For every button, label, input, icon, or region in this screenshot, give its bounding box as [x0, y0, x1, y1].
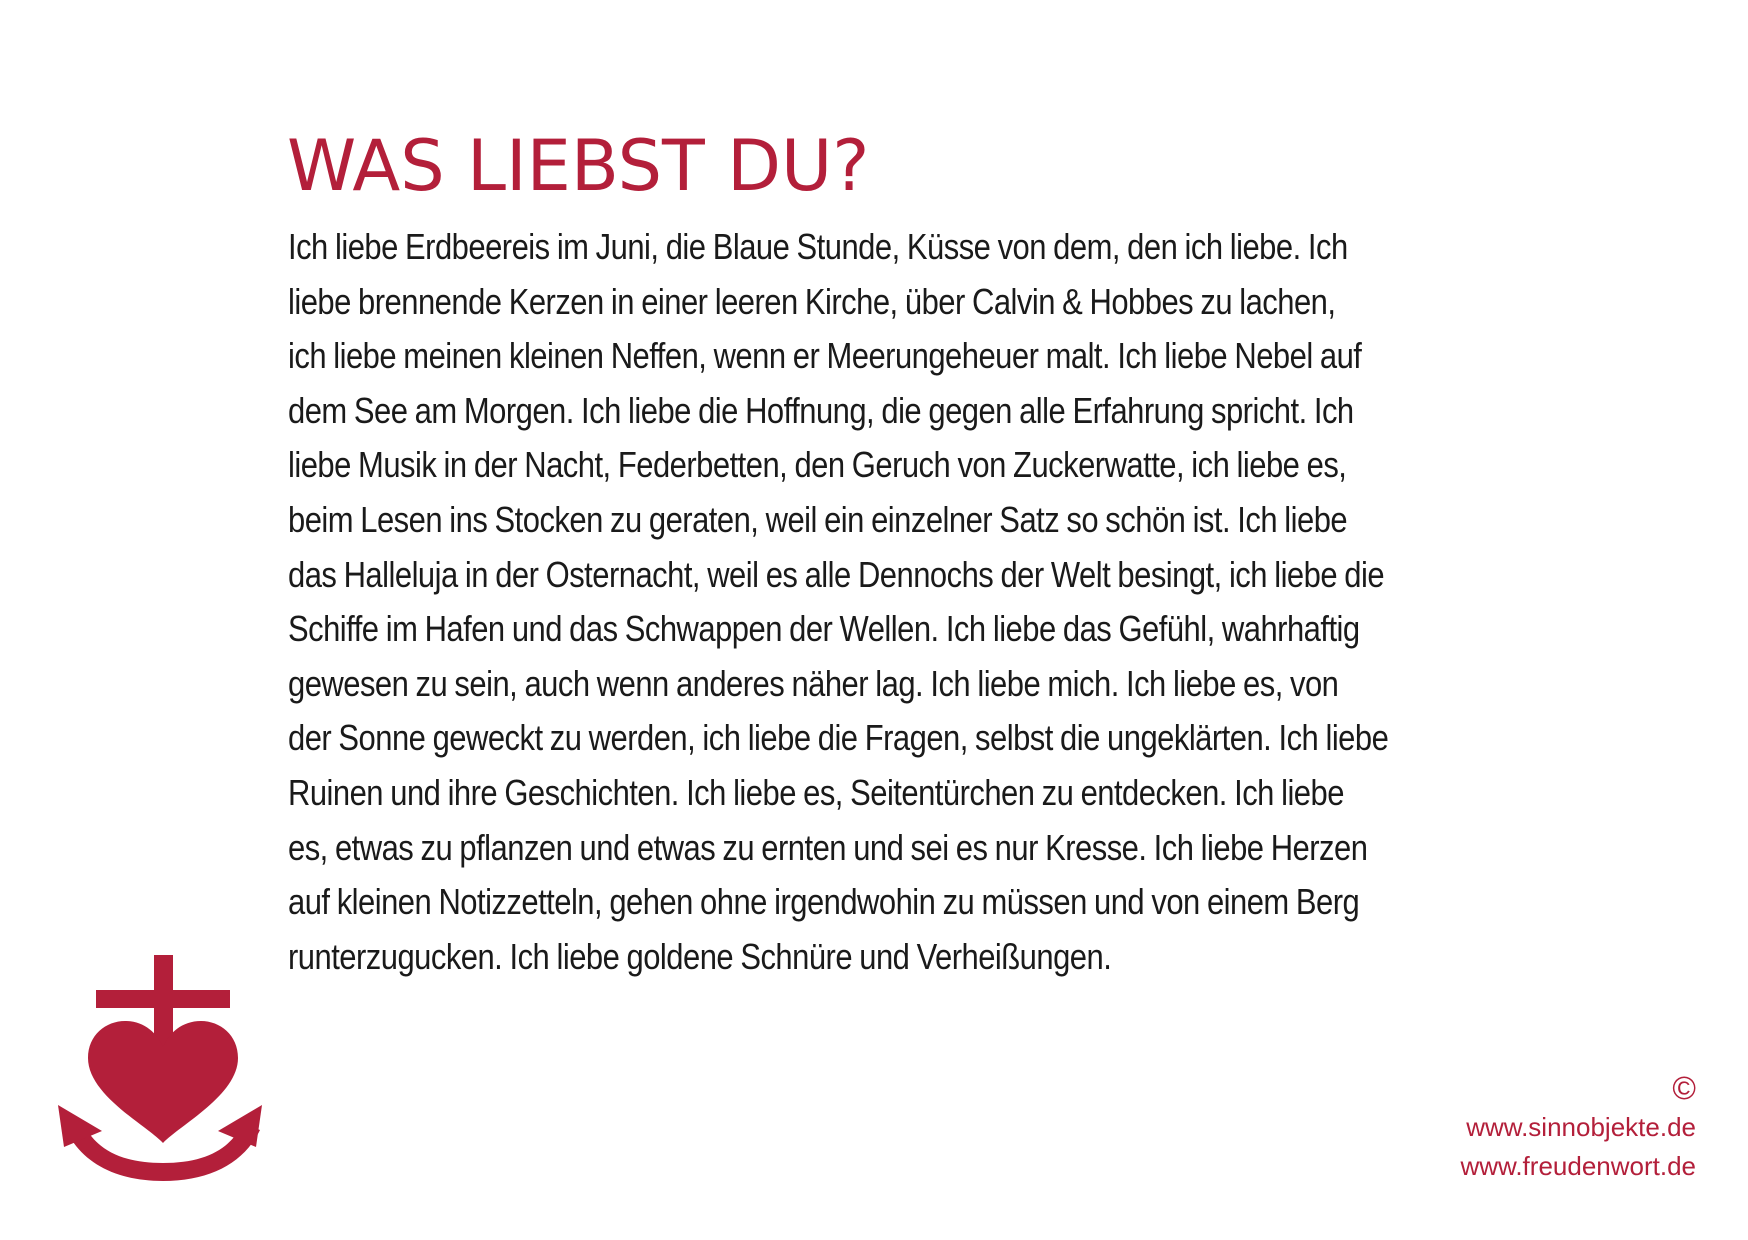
- text-line: gewesen zu sein, auch wenn anderes näher lag. Ich liebe mich. Ich liebe es, von: [288, 662, 1339, 704]
- text-line: ich liebe meinen kleinen Neffen, wenn er Meerungeheuer malt. Ich liebe Nebel auf: [288, 335, 1362, 377]
- page-title: WAS LIEBST DU?: [287, 125, 870, 207]
- text-line: auf kleinen Notizzetteln, gehen ohne irgendwohin zu müssen und von einem Berg: [288, 881, 1360, 923]
- text-line: liebe brennende Kerzen in einer leeren Kirche, über Calvin & Hobbes zu lachen,: [288, 280, 1336, 322]
- website-link[interactable]: www.freudenwort.de: [1460, 1151, 1696, 1181]
- text-line: es, etwas zu pflanzen und etwas zu ernten und sei es nur Kresse. Ich liebe Herzen: [288, 826, 1368, 868]
- text-line: der Sonne geweckt zu werden, ich liebe die Fragen, selbst die ungeklärten. Ich liebe: [288, 717, 1389, 759]
- text-line: Schiffe im Hafen und das Schwappen der Wellen. Ich liebe das Gefühl, wahrhaftig: [288, 608, 1360, 650]
- text-line: runterzugucken. Ich liebe goldene Schnüre und Verheißungen.: [288, 935, 1112, 977]
- website-link[interactable]: www.sinnobjekte.de: [1466, 1112, 1696, 1142]
- cross-heart-anchor-icon: [58, 955, 262, 1183]
- text-line: Ruinen und ihre Geschichten. Ich liebe es, Seitentürchen zu entdecken. Ich liebe: [288, 771, 1344, 813]
- body-text: [288, 220, 1548, 984]
- text-line: liebe Musik in der Nacht, Federbetten, den Geruch von Zuckerwatte, ich liebe es,: [288, 444, 1347, 486]
- text-line: beim Lesen ins Stocken zu geraten, weil ein einzelner Satz so schön ist. Ich liebe: [288, 498, 1348, 540]
- text-line: das Halleluja in der Osternacht, weil es alle Dennochs der Welt besingt, ich liebe die: [288, 553, 1385, 595]
- copyright-symbol: ©: [1672, 1070, 1696, 1106]
- text-line: dem See am Morgen. Ich liebe die Hoffnung, die gegen alle Erfahrung spricht. Ich: [288, 389, 1354, 431]
- text-line: Ich liebe Erdbeereis im Juni, die Blaue Stunde, Küsse von dem, den ich liebe. Ich: [288, 226, 1348, 267]
- footer: [1460, 1068, 1696, 1186]
